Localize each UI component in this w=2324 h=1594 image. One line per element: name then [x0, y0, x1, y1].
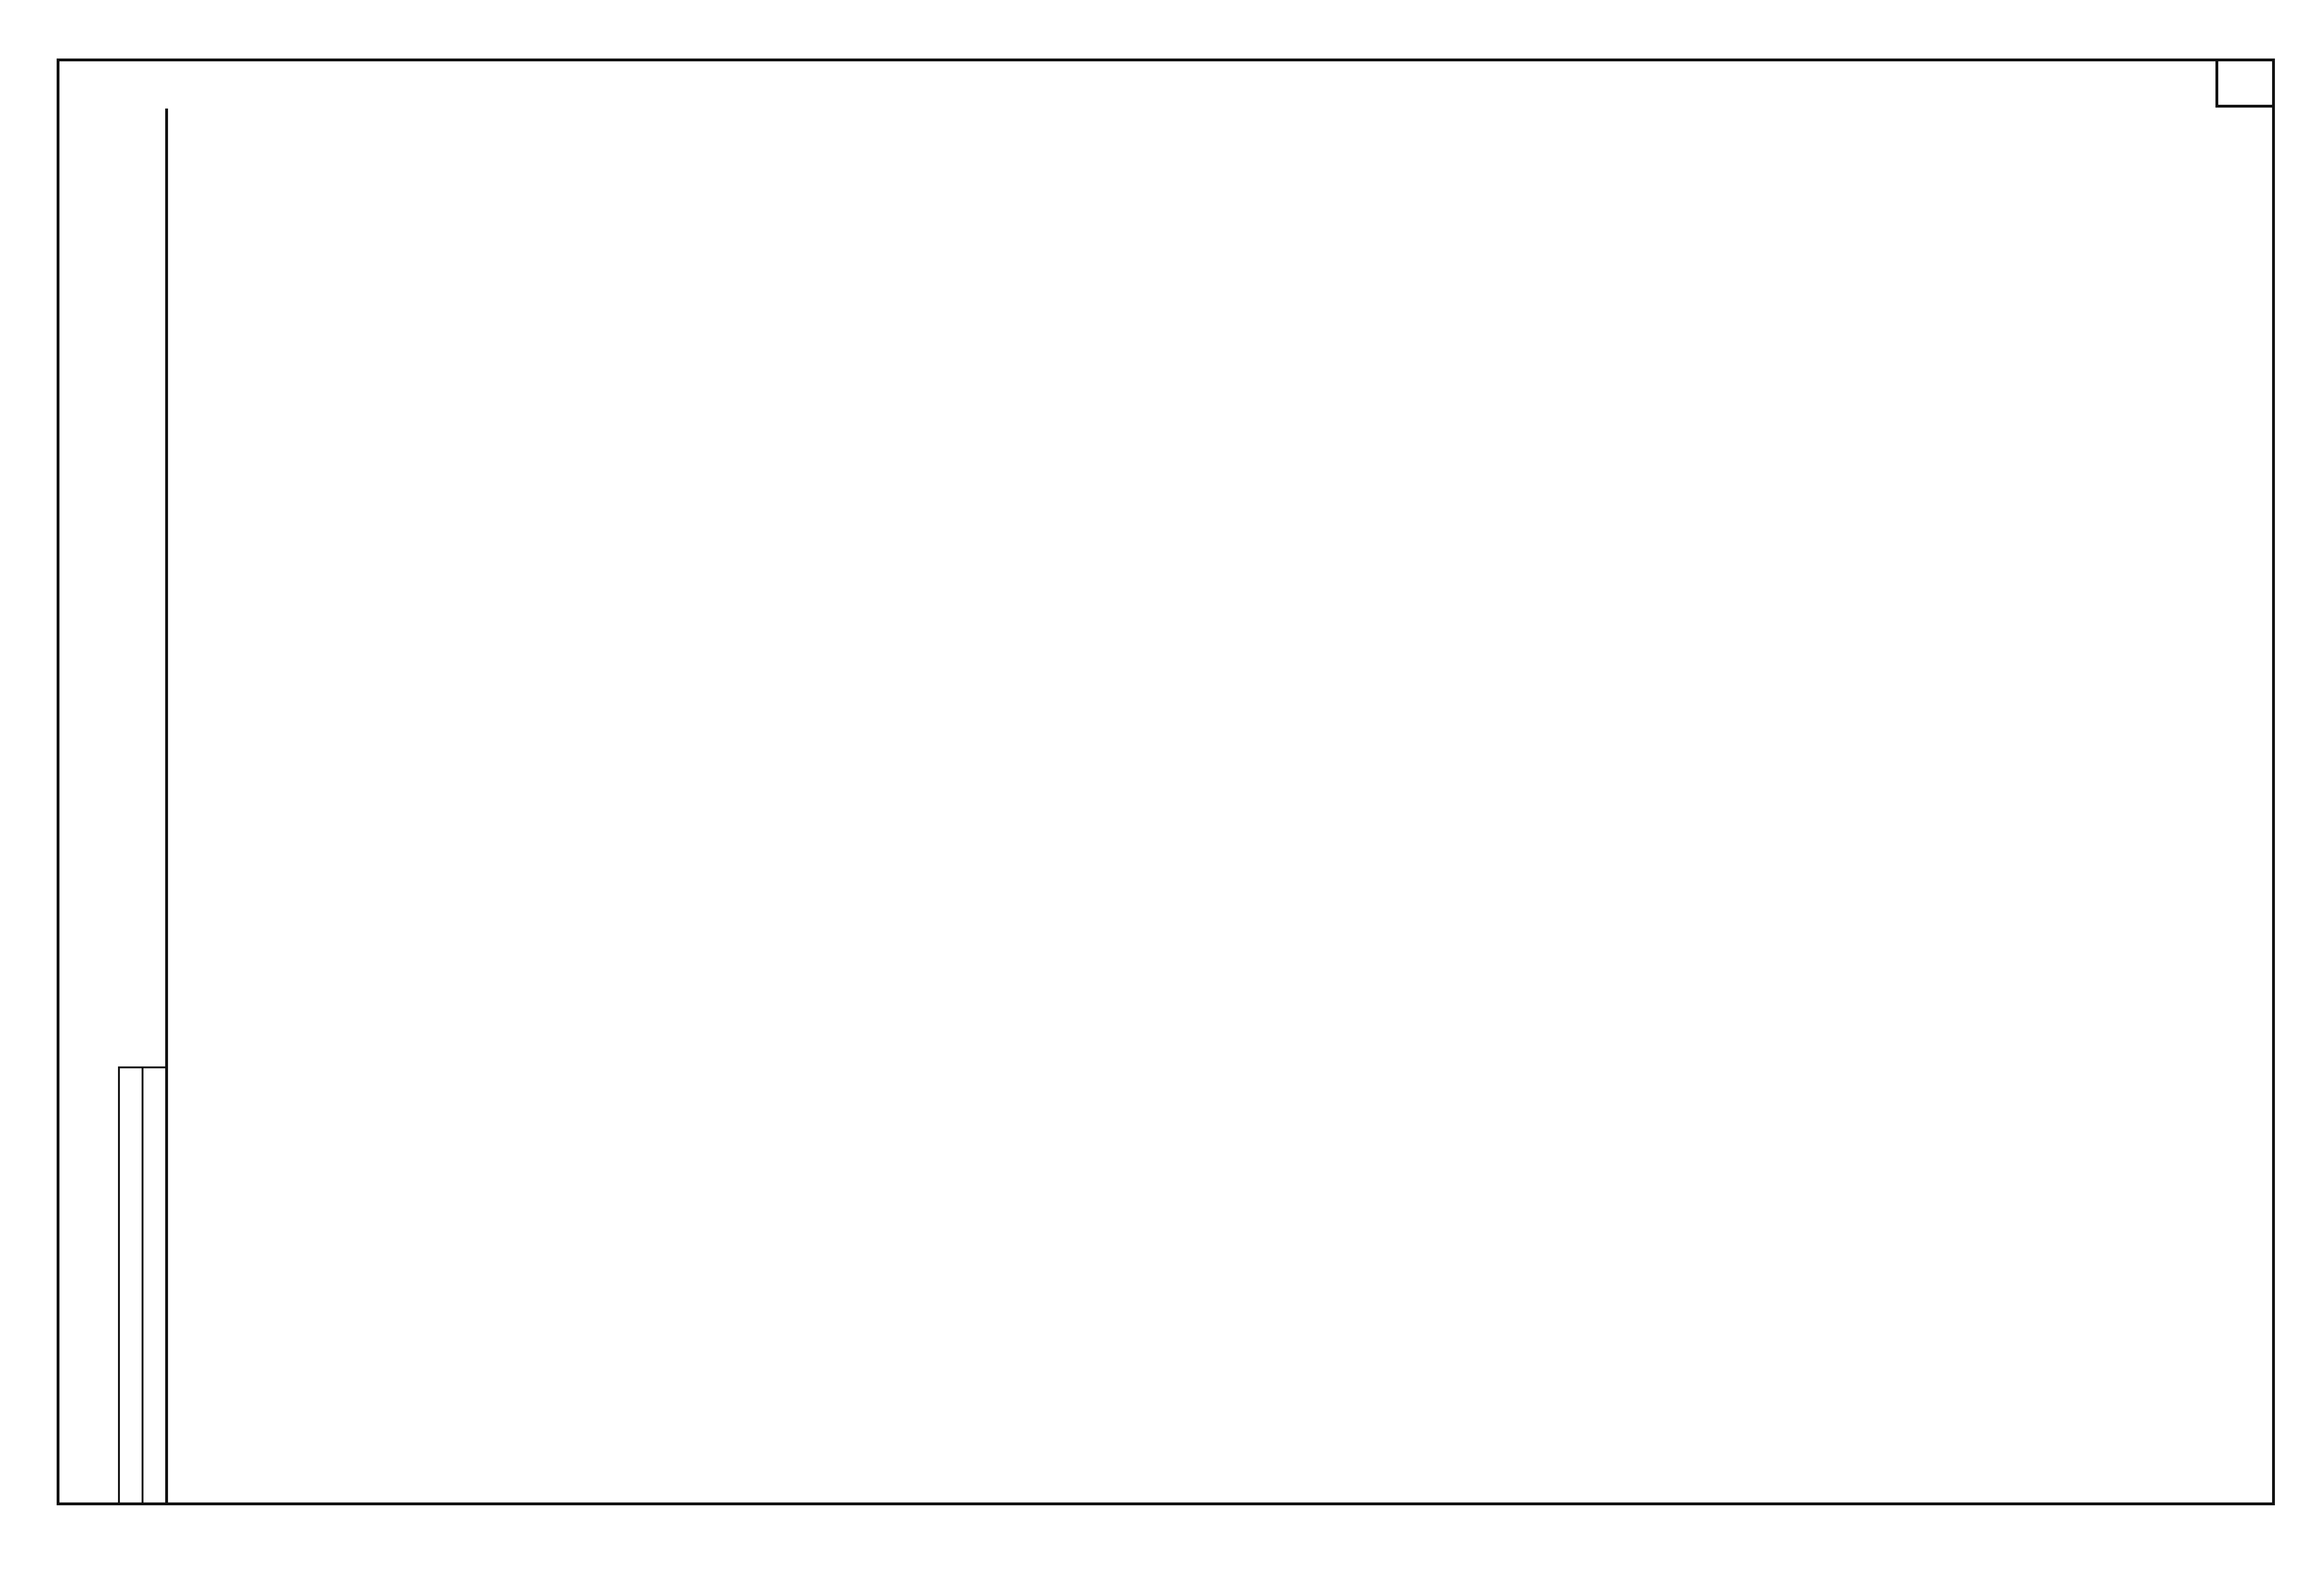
- drawing-frame: [57, 59, 2275, 1505]
- stamp-side-box: [118, 1066, 120, 1505]
- left-margin-line: [165, 109, 168, 1505]
- page-number: [2215, 59, 2275, 108]
